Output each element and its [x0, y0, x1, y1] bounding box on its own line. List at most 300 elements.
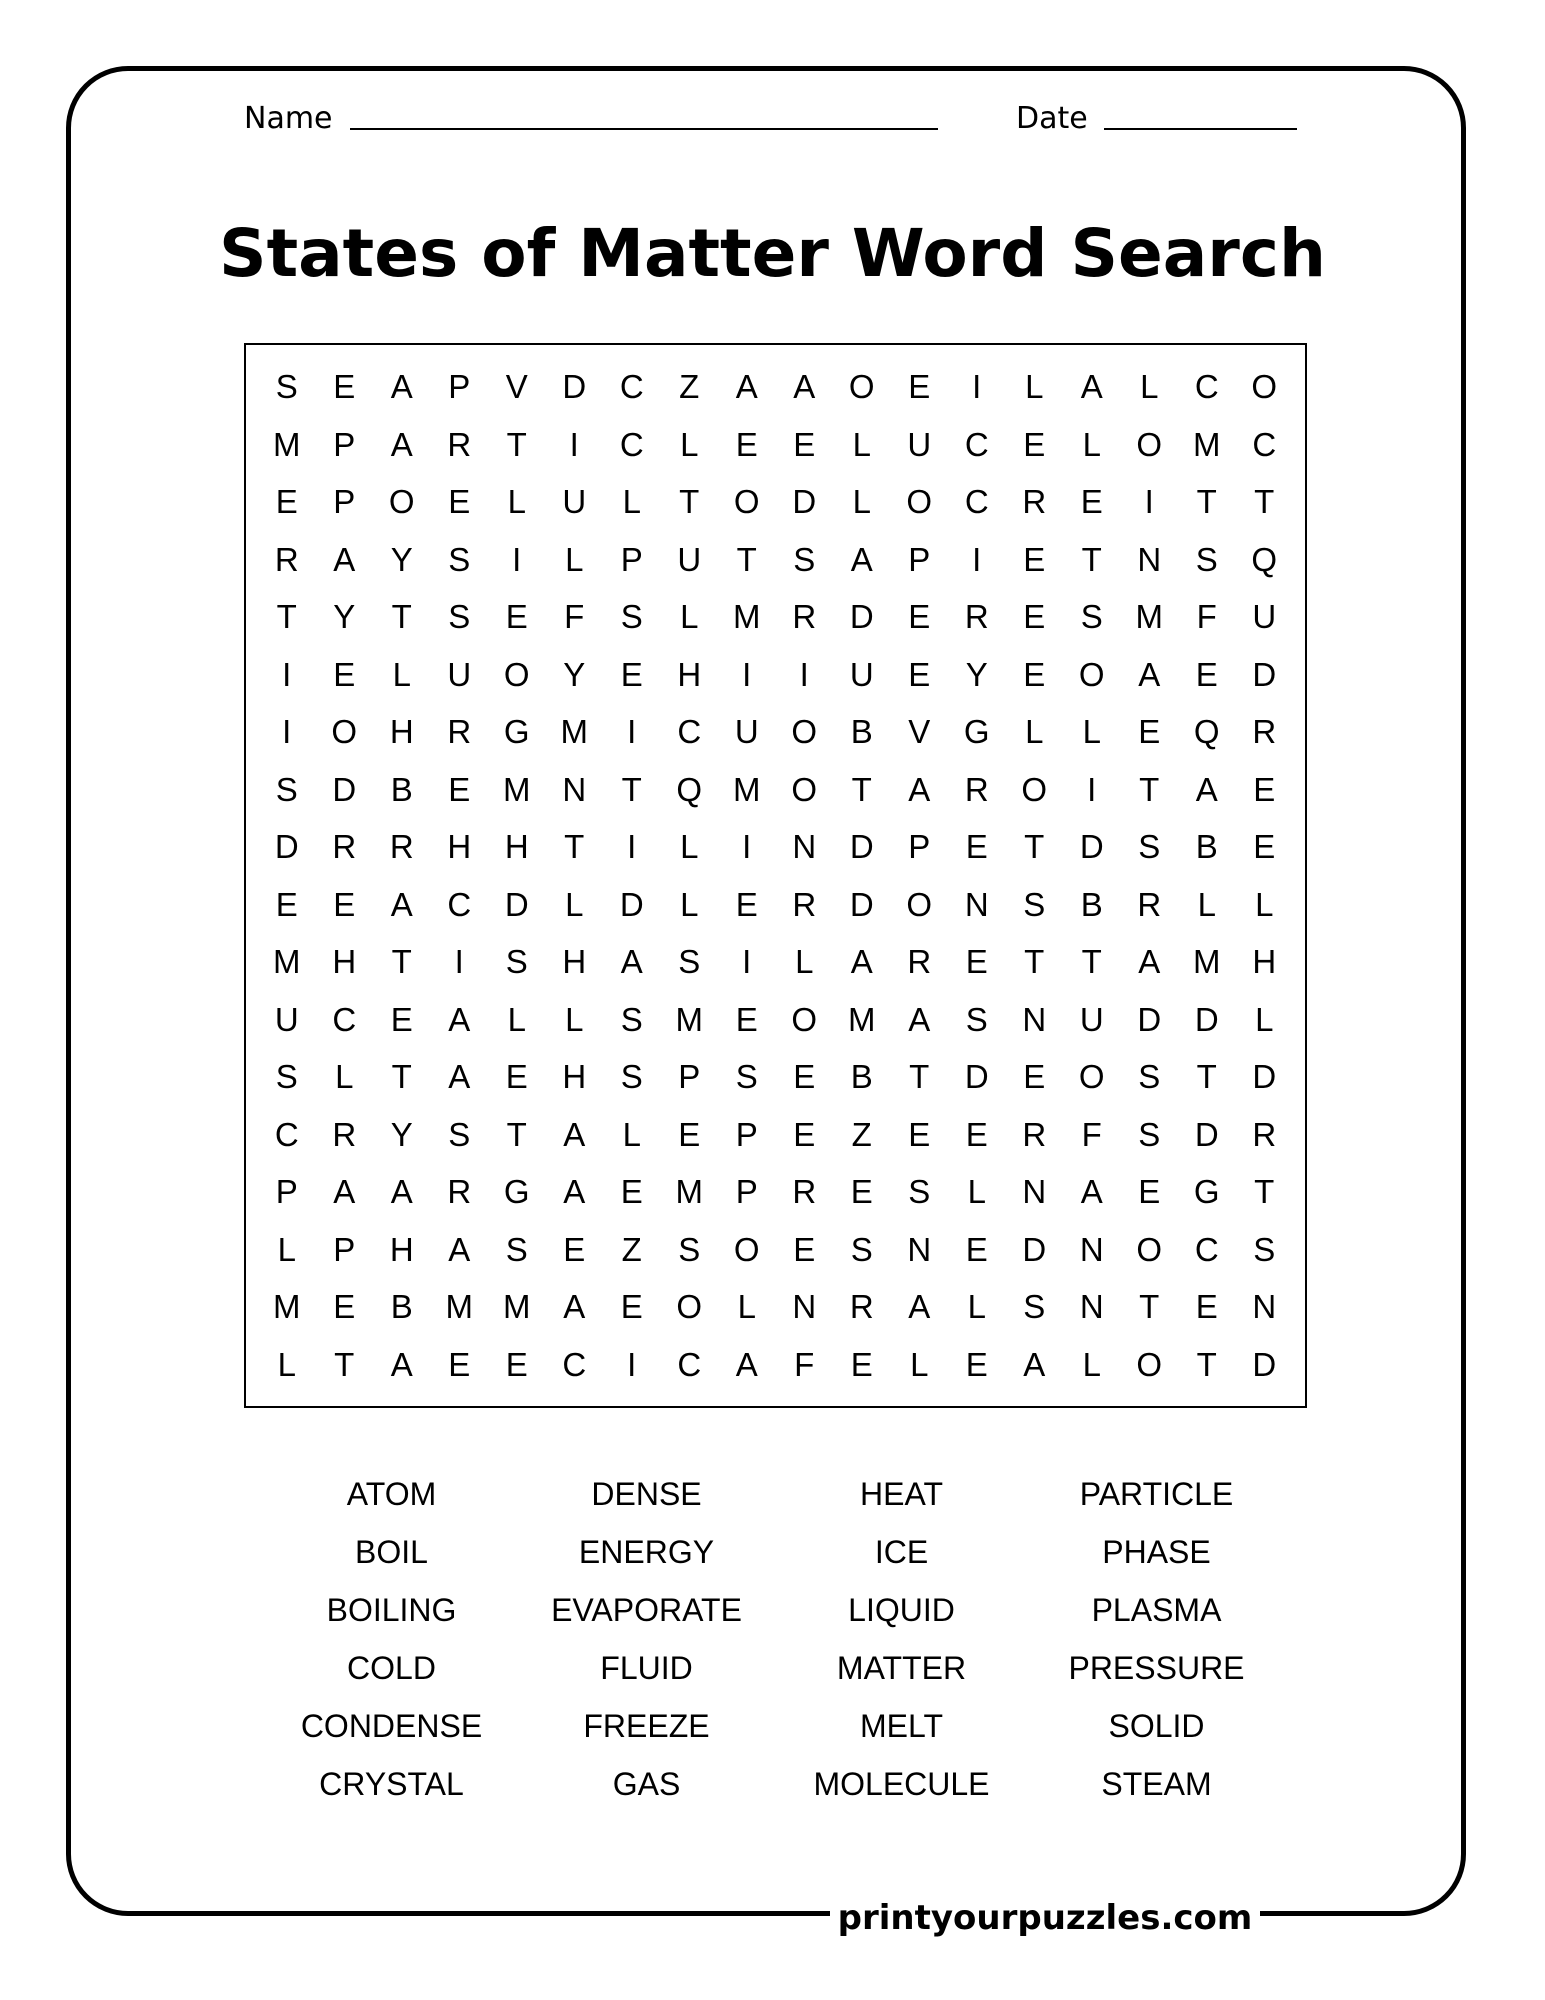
word-list-item: STEAM — [1101, 1766, 1212, 1802]
grid-letter: O — [791, 770, 818, 808]
grid-letter: B — [390, 1288, 413, 1326]
word-list-item: PLASMA — [1091, 1592, 1222, 1628]
grid-letter: T — [276, 598, 297, 636]
word-list-item: PRESSURE — [1068, 1650, 1245, 1686]
grid-letter: A — [735, 368, 758, 406]
grid-letter: L — [507, 1000, 526, 1038]
grid-letter: R — [332, 828, 357, 866]
grid-letter: Z — [851, 1115, 872, 1153]
grid-letter: E — [850, 1173, 873, 1211]
grid-letter: O — [733, 483, 760, 521]
grid-letter: M — [445, 1288, 473, 1326]
word-list-item: BOIL — [355, 1534, 428, 1570]
grid-letter: R — [447, 1173, 472, 1211]
page-title: States of Matter Word Search — [219, 215, 1326, 292]
grid-letter: L — [680, 425, 699, 463]
grid-letter: E — [1253, 828, 1276, 866]
grid-letter: C — [619, 368, 644, 406]
grid-letter: T — [1196, 483, 1217, 521]
grid-letter: M — [273, 1288, 301, 1326]
grid-letter: D — [1137, 1000, 1162, 1038]
grid-letter: E — [1080, 483, 1103, 521]
grid-letter: A — [1138, 655, 1161, 693]
grid-letter: I — [972, 368, 982, 406]
grid-letter: M — [503, 770, 531, 808]
grid-letter: L — [680, 598, 699, 636]
grid-letter: E — [793, 425, 816, 463]
grid-letter: S — [620, 1000, 643, 1038]
grid-letter: A — [620, 943, 643, 981]
grid-letter: S — [275, 368, 298, 406]
grid-letter: C — [1252, 425, 1277, 463]
grid-letter: E — [1138, 1173, 1161, 1211]
grid-letter: U — [907, 425, 932, 463]
grid-letter: L — [795, 943, 814, 981]
grid-letter: E — [793, 1230, 816, 1268]
grid-letter: L — [392, 655, 411, 693]
grid-letter: N — [1022, 1173, 1047, 1211]
grid-letter: T — [909, 1058, 930, 1096]
grid-letter: L — [910, 1345, 929, 1383]
grid-letter: S — [1195, 540, 1218, 578]
grid-letter: I — [282, 655, 292, 693]
grid-letter: E — [448, 1345, 471, 1383]
word-list-item: FLUID — [600, 1650, 693, 1686]
grid-letter: Y — [390, 1115, 413, 1153]
grid-letter: P — [333, 483, 356, 521]
grid-letter: D — [332, 770, 357, 808]
grid-letter: D — [849, 828, 874, 866]
grid-letter: E — [1023, 540, 1046, 578]
grid-letter: D — [1079, 828, 1104, 866]
grid-letter: G — [963, 713, 990, 751]
grid-letter: U — [1079, 1000, 1104, 1038]
grid-letter: Q — [1251, 540, 1278, 578]
grid-letter: R — [332, 1115, 357, 1153]
grid-letter: I — [742, 655, 752, 693]
grid-letter: R — [1137, 885, 1162, 923]
grid-letter: E — [448, 770, 471, 808]
grid-letter: E — [793, 1115, 816, 1153]
grid-letter: A — [448, 1000, 471, 1038]
grid-letter: S — [448, 540, 471, 578]
grid-letter: L — [1082, 713, 1101, 751]
grid-letter: I — [569, 425, 579, 463]
grid-letter: E — [678, 1115, 701, 1153]
grid-letter: B — [390, 770, 413, 808]
name-date-row — [0, 100, 1545, 144]
grid-letter: E — [965, 1345, 988, 1383]
grid-letter: H — [562, 943, 587, 981]
grid-letter: D — [619, 885, 644, 923]
word-list-item: CRYSTAL — [319, 1766, 464, 1802]
grid-letter: L — [967, 1173, 986, 1211]
grid-letter: Y — [563, 655, 586, 693]
grid-letter: E — [505, 1058, 528, 1096]
word-list-item: MATTER — [836, 1650, 967, 1686]
grid-letter: T — [391, 943, 412, 981]
grid-letter: O — [1136, 1345, 1163, 1383]
grid-letter: M — [1193, 943, 1221, 981]
grid-letter: F — [794, 1345, 815, 1383]
grid-letter: A — [448, 1230, 471, 1268]
grid-letter: V — [908, 713, 931, 751]
grid-letter: R — [964, 770, 989, 808]
grid-letter: N — [1252, 1288, 1277, 1326]
grid-letter: E — [275, 885, 298, 923]
grid-letter: G — [503, 713, 530, 751]
grid-letter: L — [507, 483, 526, 521]
grid-letter: F — [1081, 1115, 1102, 1153]
grid-letter: L — [1255, 1000, 1274, 1038]
grid-letter: S — [505, 943, 528, 981]
grid-letter: A — [850, 540, 873, 578]
grid-letter: A — [1023, 1345, 1046, 1383]
grid-letter: T — [391, 1058, 412, 1096]
grid-letter: A — [1080, 368, 1103, 406]
grid-letter: Q — [1193, 713, 1220, 751]
grid-letter: E — [1023, 655, 1046, 693]
grid-letter: E — [735, 425, 758, 463]
word-list-item: COLD — [347, 1650, 436, 1686]
grid-letter: E — [965, 828, 988, 866]
grid-letter: A — [563, 1173, 586, 1211]
grid-letter: R — [1252, 713, 1277, 751]
grid-letter: R — [1252, 1115, 1277, 1153]
grid-letter: S — [448, 1115, 471, 1153]
grid-letter: P — [275, 1173, 298, 1211]
grid-letter: S — [275, 770, 298, 808]
grid-letter: P — [735, 1173, 758, 1211]
word-list-item: PHASE — [1102, 1534, 1211, 1570]
grid-letter: H — [389, 713, 414, 751]
grid-letter: T — [679, 483, 700, 521]
grid-letter: E — [793, 1058, 816, 1096]
grid-letter: D — [964, 1058, 989, 1096]
grid-letter: S — [908, 1173, 931, 1211]
grid-letter: O — [1021, 770, 1048, 808]
grid-letter: N — [792, 828, 817, 866]
grid-letter: O — [1136, 425, 1163, 463]
grid-letter: I — [972, 540, 982, 578]
grid-letter: A — [390, 885, 413, 923]
name-label: Name — [244, 101, 333, 136]
grid-letter: H — [332, 943, 357, 981]
grid-letter: P — [333, 1230, 356, 1268]
grid-letter: L — [1082, 1345, 1101, 1383]
grid-letter: C — [964, 425, 989, 463]
grid-letter: O — [791, 1000, 818, 1038]
word-list-item: PARTICLE — [1079, 1476, 1234, 1512]
grid-letter: L — [565, 885, 584, 923]
grid-letter: S — [850, 1230, 873, 1268]
grid-letter: E — [1195, 1288, 1218, 1326]
grid-letter: G — [503, 1173, 530, 1211]
grid-letter: S — [1138, 1115, 1161, 1153]
word-list-item: MOLECULE — [813, 1766, 990, 1802]
grid-letter: O — [906, 483, 933, 521]
grid-letter: M — [1193, 425, 1221, 463]
grid-letter: A — [448, 1058, 471, 1096]
grid-letter: S — [1253, 1230, 1276, 1268]
grid-letter: A — [333, 540, 356, 578]
grid-letter: E — [1195, 655, 1218, 693]
grid-letter: S — [448, 598, 471, 636]
grid-letter: L — [1025, 368, 1044, 406]
word-list-item: GAS — [612, 1766, 681, 1802]
grid-letter: F — [564, 598, 585, 636]
grid-letter: A — [390, 1345, 413, 1383]
grid-letter: O — [733, 1230, 760, 1268]
grid-letter: E — [505, 598, 528, 636]
grid-letter: T — [1024, 943, 1045, 981]
grid-letter: A — [793, 368, 816, 406]
word-list-item: EVAPORATE — [551, 1592, 742, 1628]
word-list-item: MELT — [860, 1708, 943, 1744]
grid-letter: T — [1024, 828, 1045, 866]
grid-letter: A — [1195, 770, 1218, 808]
grid-letter: S — [505, 1230, 528, 1268]
grid-letter: R — [792, 885, 817, 923]
grid-letter: P — [735, 1115, 758, 1153]
grid-letter: T — [564, 828, 585, 866]
grid-letter: A — [390, 425, 413, 463]
grid-letter: S — [1138, 828, 1161, 866]
grid-letter: N — [1137, 540, 1162, 578]
grid-letter: L — [680, 885, 699, 923]
grid-letter: E — [448, 483, 471, 521]
word-list-item: ENERGY — [578, 1534, 715, 1570]
grid-letter: D — [1252, 1345, 1277, 1383]
word-list-item: LIQUID — [848, 1592, 955, 1628]
grid-letter: L — [1025, 713, 1044, 751]
grid-letter: R — [964, 598, 989, 636]
grid-letter: H — [447, 828, 472, 866]
grid-letter: T — [334, 1345, 355, 1383]
grid-letter: M — [733, 770, 761, 808]
puzzle-grid — [258, 358, 1293, 1393]
grid-letter: R — [1022, 1115, 1047, 1153]
grid-letter: E — [850, 1345, 873, 1383]
grid-letter: U — [1252, 598, 1277, 636]
grid-letter: O — [676, 1288, 703, 1326]
grid-letter: A — [390, 368, 413, 406]
grid-letter: S — [965, 1000, 988, 1038]
grid-letter: S — [793, 540, 816, 578]
grid-letter: L — [1082, 425, 1101, 463]
grid-letter: E — [1138, 713, 1161, 751]
grid-letter: E — [505, 1345, 528, 1383]
grid-letter: E — [908, 655, 931, 693]
grid-letter: H — [562, 1058, 587, 1096]
grid-letter: E — [333, 655, 356, 693]
grid-letter: S — [275, 1058, 298, 1096]
grid-letter: M — [1135, 598, 1163, 636]
grid-letter: A — [735, 1345, 758, 1383]
grid-letter: S — [1023, 1288, 1046, 1326]
grid-letter: L — [622, 483, 641, 521]
grid-letter: D — [1194, 1000, 1219, 1038]
word-list-item: HEAT — [860, 1476, 943, 1512]
grid-letter: A — [390, 1173, 413, 1211]
grid-letter: P — [620, 540, 643, 578]
grid-letter: R — [389, 828, 414, 866]
grid-letter: C — [964, 483, 989, 521]
grid-letter: E — [620, 655, 643, 693]
grid-letter: E — [965, 943, 988, 981]
grid-letter: S — [678, 1230, 701, 1268]
grid-letter: O — [1078, 655, 1105, 693]
grid-letter: U — [447, 655, 472, 693]
grid-letter: L — [852, 425, 871, 463]
grid-letter: E — [333, 1288, 356, 1326]
grid-letter: N — [907, 1230, 932, 1268]
grid-letter: R — [1022, 483, 1047, 521]
grid-letter: D — [274, 828, 299, 866]
grid-letter: A — [908, 1000, 931, 1038]
grid-letter: S — [1080, 598, 1103, 636]
grid-letter: N — [964, 885, 989, 923]
grid-letter: O — [1251, 368, 1278, 406]
grid-letter: O — [1078, 1058, 1105, 1096]
grid-letter: T — [1139, 770, 1160, 808]
grid-letter: U — [849, 655, 874, 693]
name-line — [350, 128, 938, 130]
grid-letter: T — [1139, 1288, 1160, 1326]
grid-letter: A — [908, 770, 931, 808]
grid-letter: O — [503, 655, 530, 693]
grid-letter: O — [331, 713, 358, 751]
grid-letter: T — [1254, 1173, 1275, 1211]
grid-letter: S — [620, 1058, 643, 1096]
grid-letter: C — [562, 1345, 587, 1383]
grid-letter: G — [1193, 1173, 1220, 1211]
grid-letter: T — [621, 770, 642, 808]
grid-letter: I — [454, 943, 464, 981]
grid-letter: T — [1196, 1345, 1217, 1383]
grid-letter: I — [1087, 770, 1097, 808]
grid-letter: H — [1252, 943, 1277, 981]
grid-letter: C — [274, 1115, 299, 1153]
date-line — [1104, 128, 1297, 130]
grid-letter: D — [1252, 655, 1277, 693]
grid-letter: P — [908, 540, 931, 578]
grid-letter: E — [1023, 1058, 1046, 1096]
grid-letter: R — [907, 943, 932, 981]
grid-letter: I — [627, 828, 637, 866]
grid-letter: O — [388, 483, 415, 521]
word-list-item: ATOM — [346, 1476, 437, 1512]
grid-letter: L — [1140, 368, 1159, 406]
word-list-item: ICE — [874, 1534, 929, 1570]
grid-letter: C — [447, 885, 472, 923]
grid-letter: R — [447, 713, 472, 751]
grid-letter: E — [965, 1230, 988, 1268]
grid-letter: S — [1138, 1058, 1161, 1096]
grid-letter: L — [852, 483, 871, 521]
grid-letter: I — [627, 713, 637, 751]
grid-letter: E — [908, 598, 931, 636]
grid-letter: L — [622, 1115, 641, 1153]
grid-letter: D — [562, 368, 587, 406]
grid-letter: C — [677, 713, 702, 751]
grid-letter: E — [563, 1230, 586, 1268]
grid-letter: E — [390, 1000, 413, 1038]
grid-letter: C — [677, 1345, 702, 1383]
grid-letter: I — [512, 540, 522, 578]
grid-letter: P — [678, 1058, 701, 1096]
grid-letter: T — [736, 540, 757, 578]
grid-letter: M — [503, 1288, 531, 1326]
grid-letter: L — [335, 1058, 354, 1096]
grid-letter: T — [1196, 1058, 1217, 1096]
grid-letter: I — [627, 1345, 637, 1383]
grid-letter: S — [678, 943, 701, 981]
grid-letter: P — [908, 828, 931, 866]
grid-letter: T — [1081, 540, 1102, 578]
grid-letter: N — [1022, 1000, 1047, 1038]
grid-letter: N — [1079, 1230, 1104, 1268]
grid-letter: L — [277, 1230, 296, 1268]
grid-letter: I — [1144, 483, 1154, 521]
grid-letter: I — [742, 943, 752, 981]
word-list-item: SOLID — [1108, 1708, 1205, 1744]
grid-letter: L — [737, 1288, 756, 1326]
grid-letter: U — [734, 713, 759, 751]
grid-letter: M — [273, 425, 301, 463]
grid-letter: L — [967, 1288, 986, 1326]
grid-letter: I — [799, 655, 809, 693]
grid-letter: D — [792, 483, 817, 521]
grid-letter: P — [448, 368, 471, 406]
grid-letter: L — [277, 1345, 296, 1383]
grid-letter: B — [1080, 885, 1103, 923]
grid-letter: I — [282, 713, 292, 751]
grid-letter: L — [565, 540, 584, 578]
grid-letter: E — [1023, 425, 1046, 463]
grid-letter: D — [1194, 1115, 1219, 1153]
grid-letter: O — [1136, 1230, 1163, 1268]
grid-letter: I — [742, 828, 752, 866]
grid-letter: M — [560, 713, 588, 751]
grid-letter: T — [851, 770, 872, 808]
grid-letter: A — [563, 1288, 586, 1326]
grid-letter: D — [1022, 1230, 1047, 1268]
grid-letter: D — [1252, 1058, 1277, 1096]
grid-letter: P — [333, 425, 356, 463]
grid-letter: Z — [679, 368, 700, 406]
grid-letter: A — [1138, 943, 1161, 981]
grid-letter: H — [677, 655, 702, 693]
grid-letter: A — [850, 943, 873, 981]
grid-letter: R — [274, 540, 299, 578]
grid-letter: U — [677, 540, 702, 578]
grid-letter: T — [506, 1115, 527, 1153]
grid-letter: E — [965, 1115, 988, 1153]
grid-letter: F — [1196, 598, 1217, 636]
grid-letter: Q — [676, 770, 703, 808]
grid-letter: A — [563, 1115, 586, 1153]
grid-letter: B — [850, 1058, 873, 1096]
grid-letter: C — [619, 425, 644, 463]
grid-letter: E — [620, 1288, 643, 1326]
grid-letter: S — [1023, 885, 1046, 923]
grid-letter: M — [848, 1000, 876, 1038]
grid-letter: H — [504, 828, 529, 866]
grid-letter: Y — [333, 598, 356, 636]
grid-letter: O — [906, 885, 933, 923]
grid-letter: E — [908, 368, 931, 406]
